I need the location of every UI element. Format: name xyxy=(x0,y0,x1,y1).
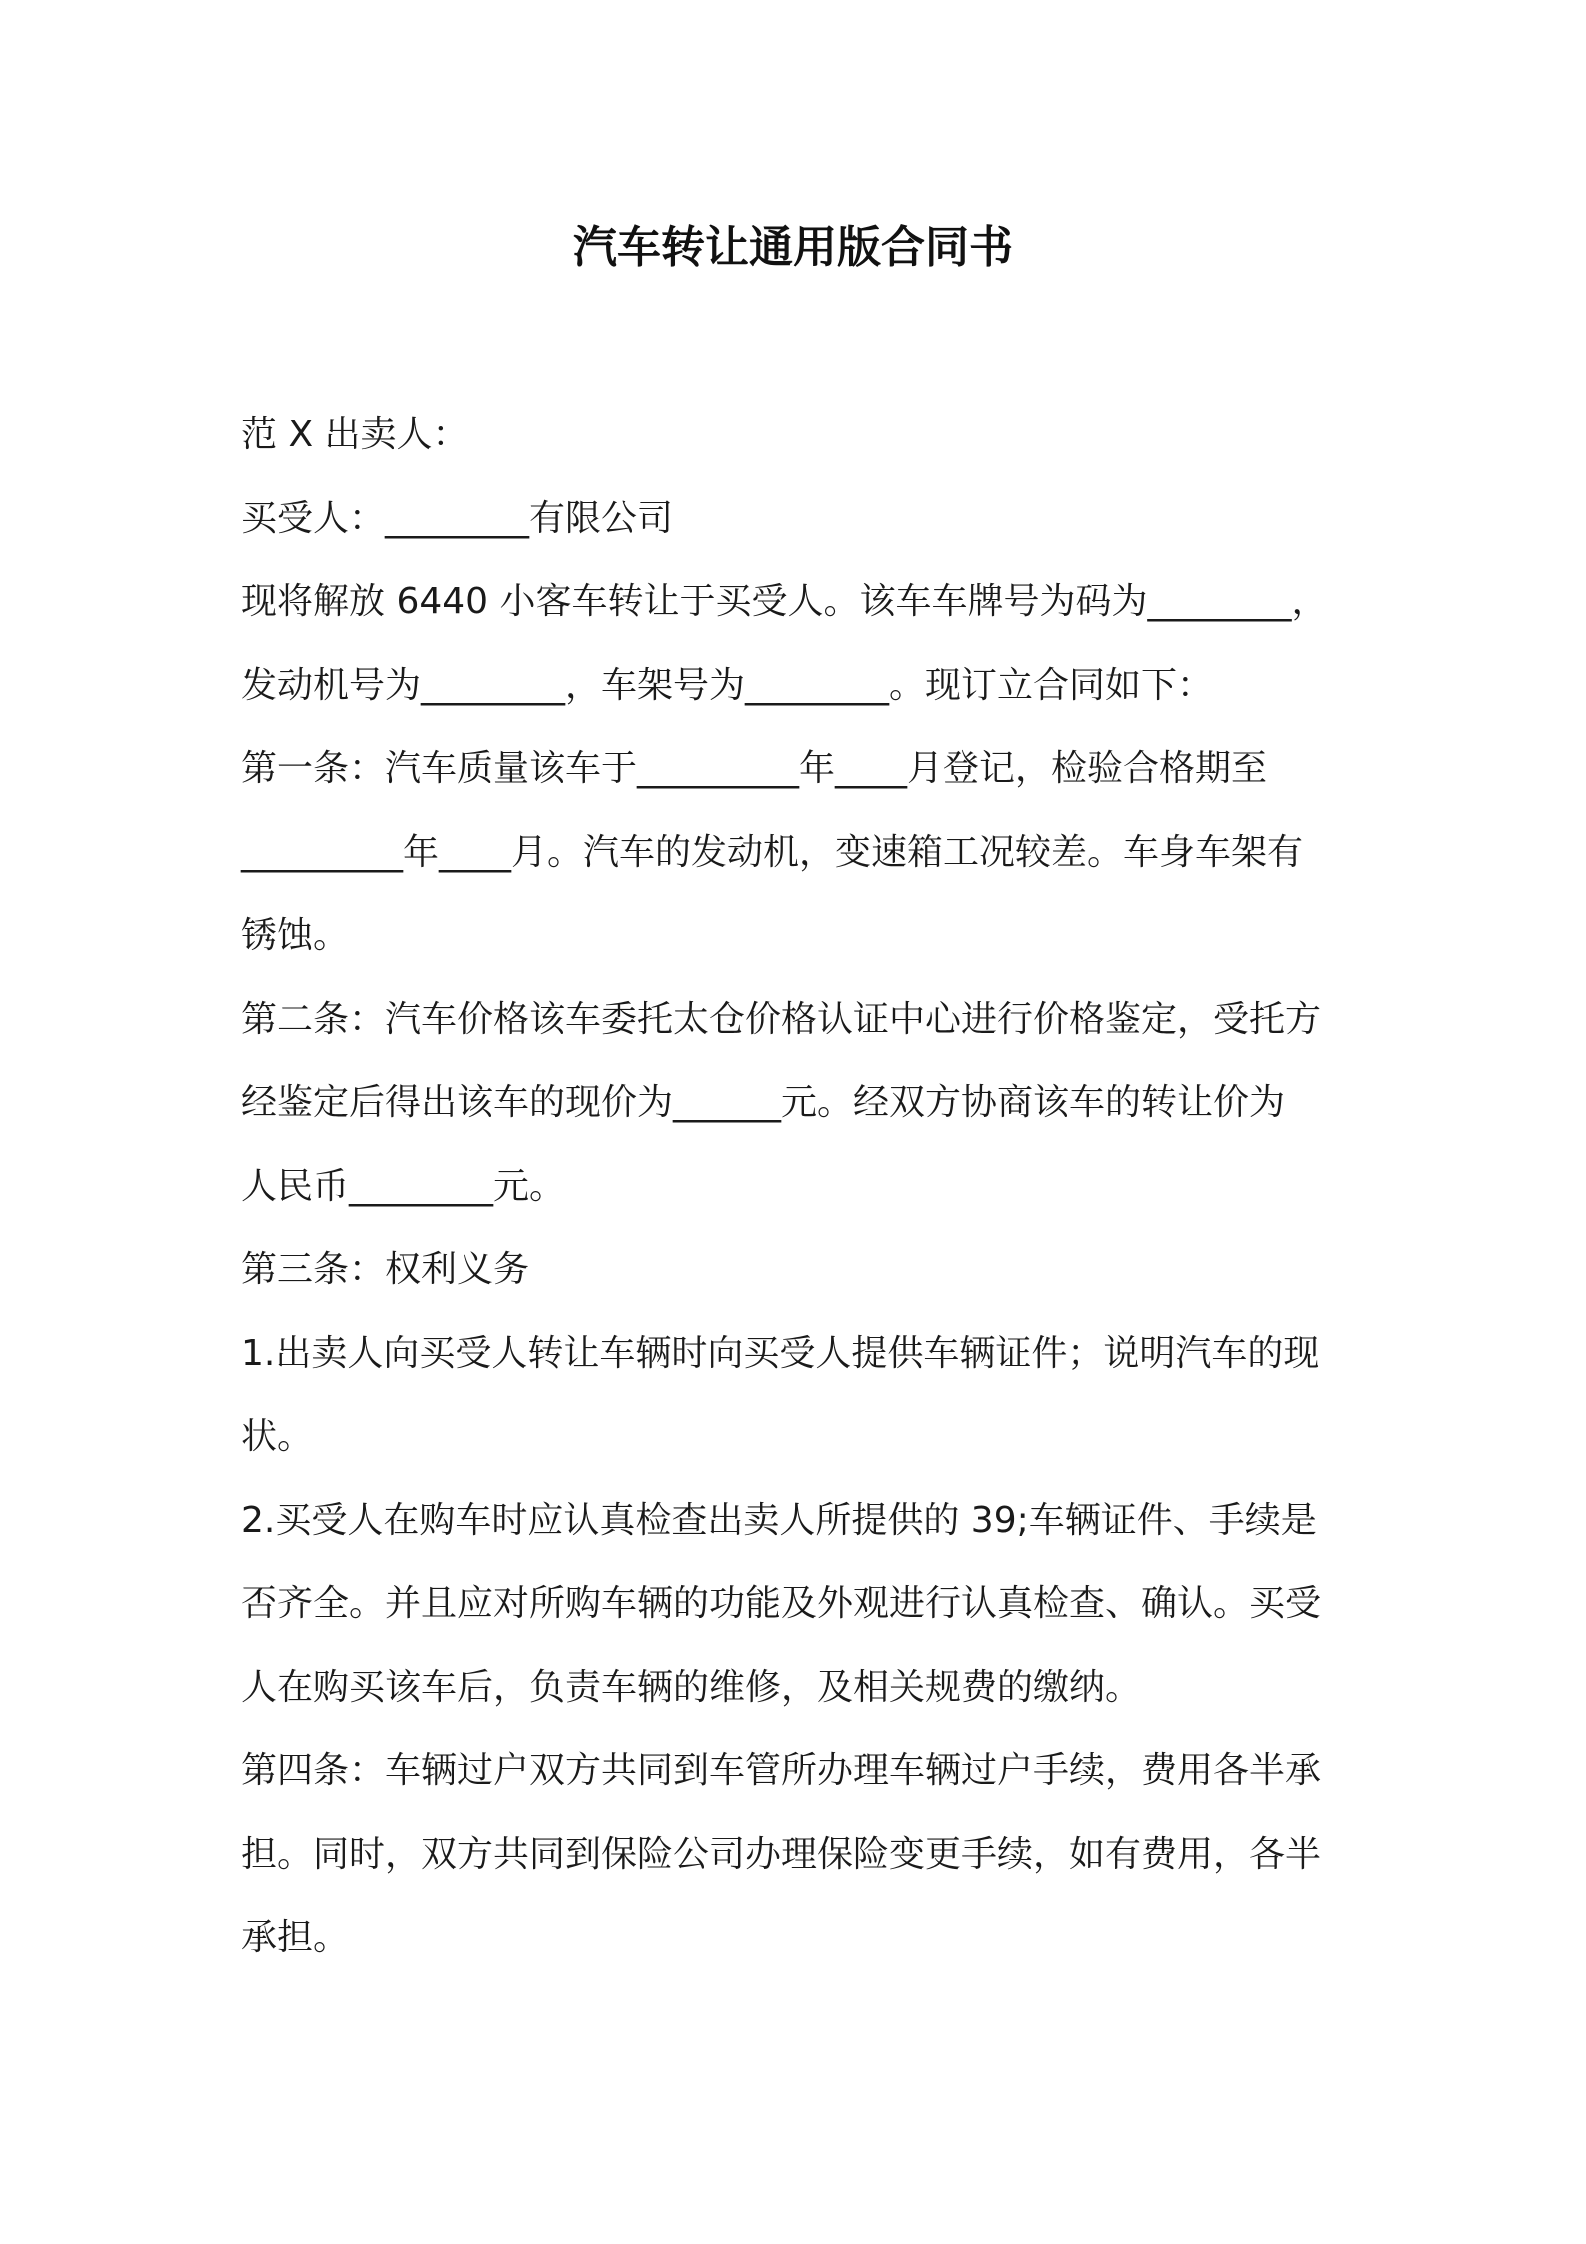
document-title: 汽车转让通用版合同书 xyxy=(573,222,1013,273)
intro-line-1: 现将解放 6440 小客车转让于买受人。该车车牌号为码为________， xyxy=(241,581,1328,622)
article-3-item-2-line-2: 否齐全。并且应对所购车辆的功能及外观进行认真检查、确认。买受 xyxy=(241,1583,1322,1624)
article-2-line-1: 第二条：汽车价格该车委托太仓价格认证中心进行价格鉴定，受托方 xyxy=(241,998,1322,1040)
article-3-heading: 第三条：权利义务 xyxy=(241,1249,530,1290)
article-4-line-2: 担。同时，双方共同到保险公司办理保险变更手续，如有费用，各半 xyxy=(241,1833,1322,1875)
article-3-item-2-line-3: 人在购买该车后，负责车辆的维修，及相关规费的缴纳。 xyxy=(241,1666,1142,1708)
article-3-item-1-line-2: 状。 xyxy=(241,1416,314,1457)
article-2-line-2: 经鉴定后得出该车的现价为______元。经双方协商该车的转让价为 xyxy=(241,1082,1286,1123)
seller-line: 范 X 出卖人： xyxy=(241,414,469,455)
buyer-line: 买受人：________有限公司 xyxy=(241,497,674,539)
intro-line-2: 发动机号为________，车架号为________。现订立合同如下： xyxy=(241,664,1214,706)
document-body xyxy=(241,408,1361,1995)
article-4-line-3: 承担。 xyxy=(241,1917,350,1958)
article-1-line-1: 第一条：汽车质量该车于_________年____月登记，检验合格期至 xyxy=(241,748,1268,789)
article-3-item-2-line-1: 2.买受人在购车时应认真检查出卖人所提供的 39;车辆证件、手续是 xyxy=(241,1499,1317,1541)
article-3-item-1-line-1: 1.出卖人向买受人转让车辆时向买受人提供车辆证件；说明汽车的现 xyxy=(241,1332,1320,1374)
article-4-line-1: 第四条：车辆过户双方共同到车管所办理车辆过户手续，费用各半承 xyxy=(241,1750,1322,1791)
article-2-line-3: 人民币________元。 xyxy=(241,1165,566,1207)
article-1-line-3: 锈蚀。 xyxy=(241,915,350,956)
article-1-line-2: _________年____月。汽车的发动机，变速箱工况较差。车身车架有 xyxy=(241,831,1304,873)
